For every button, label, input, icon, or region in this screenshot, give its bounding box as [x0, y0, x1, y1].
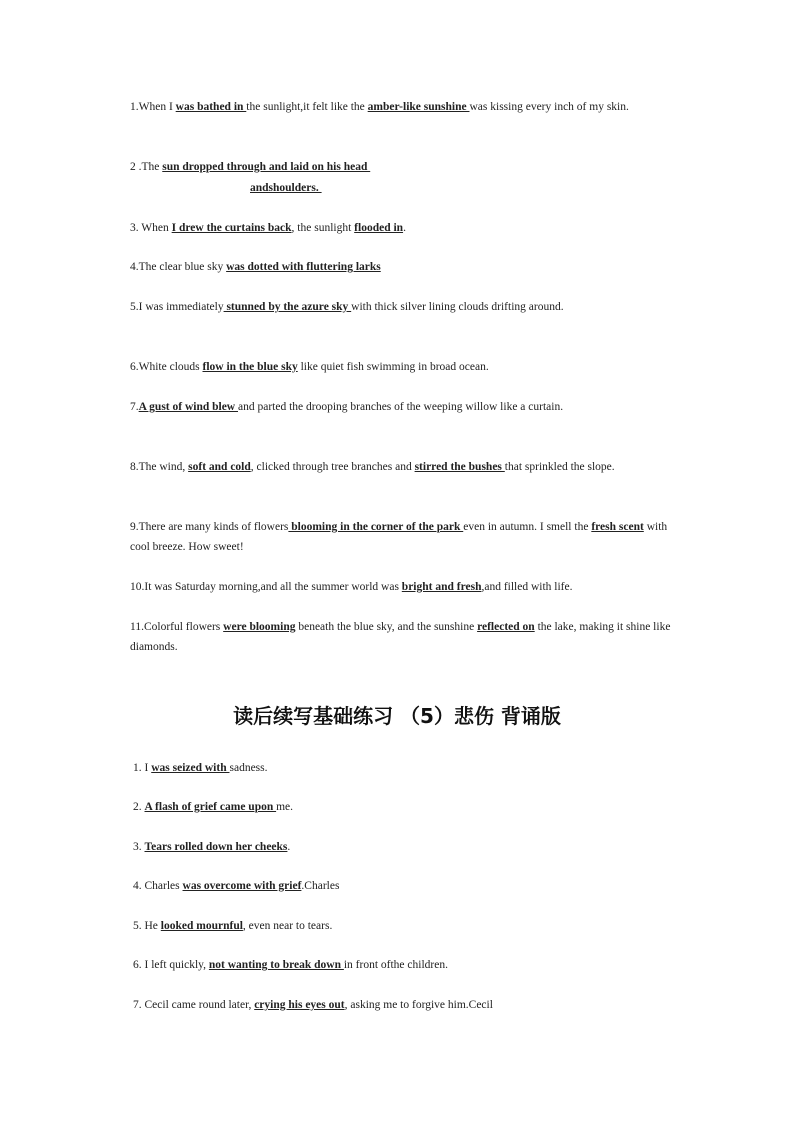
- underlined-phrase: stunned by the azure sky: [223, 301, 352, 313]
- sentence-text: 3. When: [130, 222, 172, 234]
- underlined-phrase: was seized with: [151, 762, 230, 774]
- sentence-item: [133, 876, 678, 896]
- sentence-item: [133, 837, 678, 857]
- sentence-item: [130, 357, 675, 377]
- sentence-item: [130, 157, 675, 177]
- sentence-item: [130, 178, 675, 198]
- underlined-phrase: fresh scent: [591, 521, 644, 533]
- underlined-phrase: A gust of wind blew: [138, 401, 238, 413]
- underlined-phrase: was dotted with fluttering larks: [226, 261, 381, 273]
- sentence-text: 1.When I: [130, 101, 176, 113]
- underlined-phrase: flow in the blue sky: [202, 361, 298, 373]
- underlined-phrase: bright and fresh: [401, 581, 482, 593]
- sentence-item: [130, 97, 675, 117]
- sentence-text: 6.White clouds: [130, 361, 203, 373]
- underlined-phrase: was bathed in: [175, 101, 247, 113]
- underlined-phrase: reflected on: [477, 621, 535, 633]
- sentence-text: 5. He: [133, 920, 161, 932]
- underlined-phrase: stirred the bushes: [414, 461, 505, 473]
- sentence-item: [133, 758, 678, 778]
- sentence-text: me.: [276, 801, 294, 813]
- underlined-phrase: flooded in: [354, 222, 404, 234]
- sentence-item: [133, 797, 678, 817]
- section-title: 读后续写基础练习 （5）悲伤 背诵版: [233, 704, 561, 728]
- underlined-phrase: crying his eyes out: [254, 999, 345, 1011]
- underlined-phrase: were blooming: [223, 621, 296, 633]
- sentence-text: in front ofthe children.: [343, 959, 448, 971]
- sentence-text: 7.: [130, 401, 139, 413]
- underlined-phrase: Tears rolled down her cheeks: [144, 841, 288, 853]
- sentence-text: the sunlight,it felt like the: [246, 101, 368, 113]
- sentence-text: 10.It was Saturday morning,and all the summer world was: [130, 581, 402, 593]
- sentence-text: 4.The clear blue sky: [130, 261, 227, 273]
- underlined-phrase: soft and cold: [188, 461, 251, 473]
- sentence-text: 11.Colorful flowers: [130, 621, 224, 633]
- sentence-text: 5.I was immediately: [130, 301, 224, 313]
- sentence-text: sadness.: [229, 762, 268, 774]
- underlined-phrase: I drew the curtains back: [171, 222, 292, 234]
- underlined-phrase: not wanting to break down: [208, 959, 344, 971]
- underlined-phrase: amber-like sunshine: [367, 101, 470, 113]
- sentence-text: , clicked through tree branches and: [250, 461, 415, 473]
- sentence-item: [130, 297, 675, 317]
- sentence-text: the lake, making it shine like diamonds.: [130, 621, 674, 653]
- sentence-text: and parted the drooping branches of the weeping willow like a curtain.: [238, 401, 564, 413]
- underlined-phrase: looked mournful: [160, 920, 243, 932]
- sentence-item: [133, 955, 678, 975]
- sentence-text: like quiet fish swimming in broad ocean.: [297, 361, 489, 373]
- sentence-text: beneath the blue sky, and the sunshine: [295, 621, 478, 633]
- underlined-phrase: blooming in the corner of the park: [288, 521, 464, 533]
- sentence-text: .Charles: [301, 880, 340, 892]
- underlined-phrase: was overcome with grief: [182, 880, 302, 892]
- underlined-phrase: sun dropped through and laid on his head: [162, 161, 371, 173]
- sentence-text: 2.: [133, 801, 145, 813]
- sentence-item: [130, 617, 675, 657]
- sentence-item: [133, 995, 678, 1015]
- sentence-text: 7. Cecil came round later,: [133, 999, 255, 1011]
- sentence-text: 2 .The: [130, 161, 163, 173]
- sentence-text: that sprinkled the slope.: [504, 461, 615, 473]
- underlined-phrase: A flash of grief came upon: [144, 801, 277, 813]
- sentence-text: 4. Charles: [133, 880, 183, 892]
- sentence-text: .: [287, 841, 291, 853]
- sentence-text: even in autumn. I smell the: [463, 521, 592, 533]
- sentence-text: 8.The wind,: [130, 461, 189, 473]
- sentence-text: .: [403, 222, 406, 234]
- sentence-item: [130, 257, 675, 277]
- sentence-item: [130, 517, 675, 557]
- sentence-item: [130, 218, 675, 238]
- sentence-item: [130, 397, 675, 417]
- sentence-text: , asking me to forgive him.Cecil: [344, 999, 493, 1011]
- sentence-text: with thick silver lining clouds drifting around.: [351, 301, 564, 313]
- underlined-phrase: andshoulders.: [250, 182, 322, 194]
- sentence-item: [130, 457, 675, 477]
- sentence-text: 1. I: [133, 762, 152, 774]
- sentence-text: was kissing every inch of my skin.: [469, 101, 629, 113]
- sentence-text: , the sunlight: [291, 222, 355, 234]
- sentence-item: [130, 577, 675, 597]
- sentence-text: 6. I left quickly,: [133, 959, 209, 971]
- sentence-text: 3.: [133, 841, 145, 853]
- sentence-text: 9.There are many kinds of flowers: [130, 521, 289, 533]
- sentence-text: with cool breeze. How sweet!: [130, 521, 671, 553]
- sentence-text: ,and filled with life.: [481, 581, 573, 593]
- sentence-item: [133, 916, 678, 936]
- sentence-text: , even near to tears.: [242, 920, 333, 932]
